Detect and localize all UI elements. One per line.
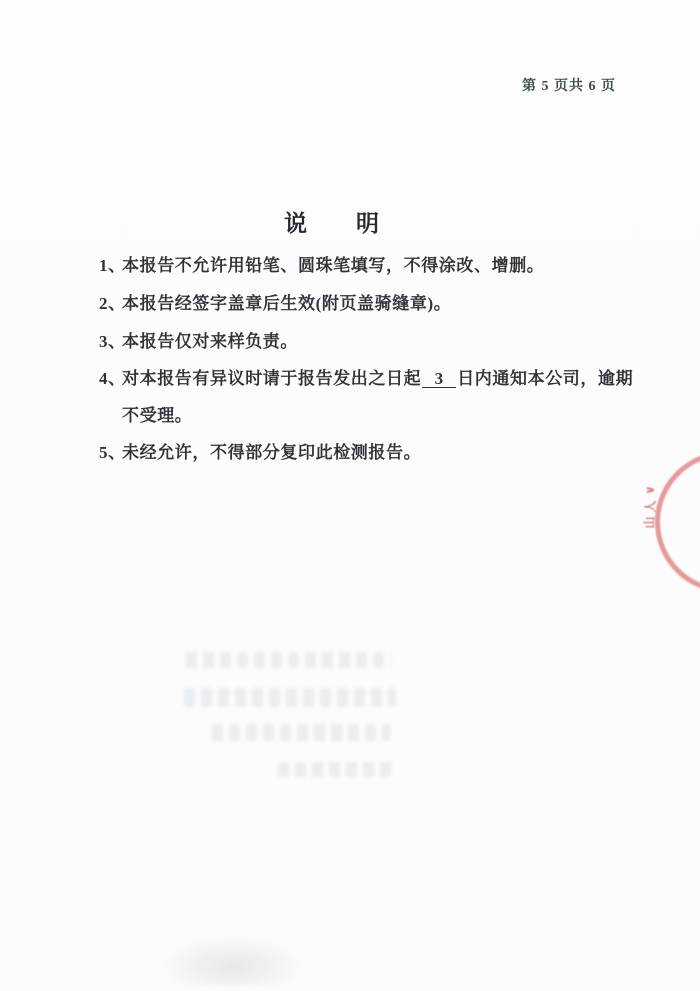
text-before-blank: 对本报告有异议时请于报告发出之日起 [122,369,422,388]
page-indicator: 第 5 页共 6 页 [522,79,616,94]
list-item-text: 本报告经签字盖章后生效(附页盖骑缝章)。 [122,294,452,313]
text-after-blank: 日内通知本公司，逾期 [457,369,634,388]
bleedthrough-line [186,652,391,668]
seal-text-glyph: 人 [643,500,658,513]
list-item-number: 2、 [99,294,126,313]
bleedthrough-line [278,762,392,777]
list-item-number: 3、 [99,332,126,351]
blank-value: 3 [434,369,444,388]
list-item [99,293,451,314]
list-item-text: 本报告仅对来样负责。 [122,332,298,351]
list-item [99,331,298,352]
list-item-text: 本报告不允许用铅笔、圆珠笔填写，不得涂改、增删。 [122,256,545,275]
list-item-text: 未经允许，不得部分复印此检测报告。 [122,443,422,462]
list-item [99,255,544,276]
scan-smudge [160,936,305,986]
list-item-number: 1、 [99,256,126,275]
list-item-number: 4、 [99,369,126,388]
bleedthrough-line [184,688,396,707]
page-title: 说 明 [284,211,380,236]
seal-ring-arc [655,451,700,593]
list-item [99,442,421,463]
list-item [99,368,633,426]
seal-text-glyph: ∨ [642,485,657,495]
seal-text-glyph: 山 [642,516,657,529]
filled-blank-underline [422,370,456,388]
list-item-text-line1 [122,369,633,388]
bleedthrough-line [212,724,390,741]
list-item-text [122,368,633,426]
list-item-number: 5、 [99,443,126,462]
list-item-text-line2: 不受理。 [122,406,193,425]
